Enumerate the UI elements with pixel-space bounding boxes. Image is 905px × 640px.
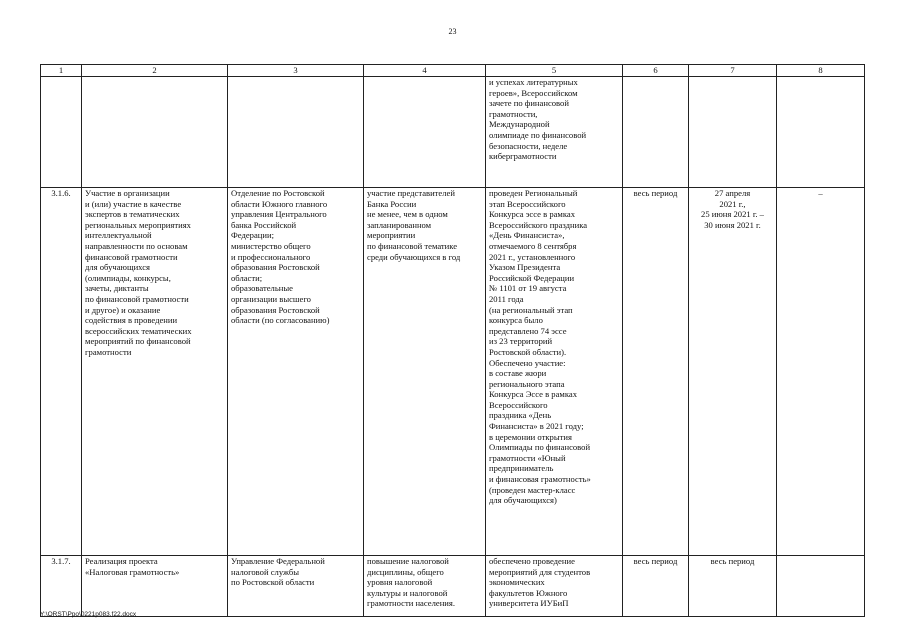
column-number-row xyxy=(41,65,865,77)
text-line: (проведен мастер-класс xyxy=(489,484,576,495)
text-line: налоговой службы xyxy=(231,566,299,577)
column-number: 3 xyxy=(228,65,364,77)
text-line: Российской Федерации xyxy=(489,272,575,283)
table-row-3-1-7 xyxy=(41,556,865,617)
activity-cell xyxy=(82,556,228,617)
text-line: дисциплины, общего xyxy=(367,566,444,577)
text-line: участие представителей xyxy=(367,188,455,198)
text-line: культуры и налоговой xyxy=(367,587,448,598)
text-line: Федерации; xyxy=(231,230,274,241)
column-number: 6 xyxy=(623,65,689,77)
text-line: региональных мероприятиях xyxy=(85,219,191,230)
text-line: содействия в проведении xyxy=(85,315,178,326)
column-number: 7 xyxy=(689,65,777,77)
text-line: этап Всероссийского xyxy=(489,198,566,209)
result-cell xyxy=(486,556,623,617)
text-line: всероссийских тематических xyxy=(85,325,192,336)
text-line: Банка России xyxy=(367,198,417,209)
empty-cell xyxy=(623,77,689,188)
text-line: направленности по основам xyxy=(85,240,188,251)
empty-cell xyxy=(364,77,486,188)
text-line: и финансовая грамотность» xyxy=(489,474,591,485)
text-line: для обучающихся) xyxy=(489,495,557,506)
text-line: университета ИУБиП xyxy=(489,598,569,609)
indicator-cell xyxy=(364,556,486,617)
text-line: мероприятий для студентов xyxy=(489,566,591,577)
text-line: № 1101 от 19 августа xyxy=(489,283,567,294)
text-line: банка Российской xyxy=(231,219,297,230)
text-line: запланированном xyxy=(367,219,432,230)
text-line: «День Финансиста», xyxy=(489,230,565,241)
text-line: Реализация проекта xyxy=(85,556,158,566)
text-line: из 23 территорий xyxy=(489,336,553,347)
text-line: по финансовой тематике xyxy=(367,240,458,251)
note-cell: – xyxy=(777,188,865,556)
text-line: факультетов Южного xyxy=(489,587,568,598)
text-line: 2021 г., установленного xyxy=(489,251,576,262)
empty-cell xyxy=(82,77,228,188)
text-line: в составе жюри xyxy=(489,368,547,379)
text-line: киберграмотности xyxy=(489,151,557,162)
text-line: грамотности «Юный xyxy=(489,452,566,463)
note-cell xyxy=(777,556,865,617)
text-line: управления Центрального xyxy=(231,209,327,220)
period-cell: весь период xyxy=(623,556,689,617)
table-row-3-1-6 xyxy=(41,188,865,556)
text-line: предприниматель xyxy=(489,463,554,474)
date-cell xyxy=(689,188,777,556)
text-line: организации высшего xyxy=(231,293,311,304)
text-line: конкурса было xyxy=(489,315,543,326)
text-line: регионального этапа xyxy=(489,378,565,389)
text-line: грамотности, xyxy=(489,108,538,119)
date-cell xyxy=(689,556,777,617)
text-line: не менее, чем в одном xyxy=(367,209,448,220)
indicator-cell xyxy=(364,188,486,556)
text-line: интеллектуальной xyxy=(85,230,152,241)
text-line: и (или) участие в качестве xyxy=(85,198,182,209)
file-path-footer: Y:\ORST\Ppo\0221p083.f22.docx xyxy=(40,611,137,618)
text-line: Конкурса эссе в рамках xyxy=(489,209,576,220)
text-line: уровня налоговой xyxy=(367,577,433,588)
text-line: Всероссийского xyxy=(489,399,548,410)
continuation-row xyxy=(41,77,865,188)
text-line: проведен Региональный xyxy=(489,188,578,198)
text-line: Участие в организации xyxy=(85,188,170,198)
text-line: финансовой грамотности xyxy=(85,251,178,262)
column-number: 2 xyxy=(82,65,228,77)
text-line: Конкурса Эссе в рамках xyxy=(489,389,578,400)
text-line: 27 апреля xyxy=(714,188,751,198)
text-line: Международной xyxy=(489,119,550,130)
text-line: в церемонии открытия xyxy=(489,431,572,442)
text-line: области Южного главного xyxy=(231,198,328,209)
text-line: грамотности населения. xyxy=(367,598,455,609)
period-cell: весь период xyxy=(623,188,689,556)
text-line: Указом Президента xyxy=(489,262,561,273)
text-line: 30 июня 2021 г. xyxy=(704,219,761,230)
text-line: Обеспечено участие: xyxy=(489,357,566,368)
text-line: министерство общего xyxy=(231,240,311,251)
item-number: 3.1.6. xyxy=(41,188,82,556)
activity-cell xyxy=(82,188,228,556)
text-line: мероприятии xyxy=(367,230,416,241)
text-line: образования Ростовской xyxy=(231,304,320,315)
text-line: отмечаемого 8 сентября xyxy=(489,240,577,251)
text-line: Финансиста» в 2021 году; xyxy=(489,421,584,432)
text-line: образования Ростовской xyxy=(231,262,320,273)
plan-table xyxy=(40,64,865,617)
text-line: среди обучающихся в год xyxy=(367,251,461,262)
result-cell xyxy=(486,77,623,188)
text-line: повышение налоговой xyxy=(367,556,449,566)
column-number: 5 xyxy=(486,65,623,77)
text-line: и успехах литературных xyxy=(489,77,578,87)
text-line: Отделение по Ростовской xyxy=(231,188,325,198)
column-number: 4 xyxy=(364,65,486,77)
empty-cell xyxy=(689,77,777,188)
empty-cell xyxy=(41,77,82,188)
column-number: 8 xyxy=(777,65,865,77)
text-line: экспертов в тематических xyxy=(85,209,180,220)
text-line: экономических xyxy=(489,577,545,588)
text-line: 2011 года xyxy=(489,293,524,304)
text-line: Ростовской области). xyxy=(489,346,567,357)
text-line: области; xyxy=(231,272,263,283)
text-line: Управление Федеральной xyxy=(231,556,325,566)
text-line: представлено 74 эссе xyxy=(489,325,567,336)
executor-cell xyxy=(228,188,364,556)
text-line: весь период xyxy=(710,556,755,566)
text-line: образовательные xyxy=(231,283,293,294)
text-line: безопасности, неделе xyxy=(489,140,568,151)
text-line: зачете по финансовой xyxy=(489,98,569,109)
text-line: 25 июня 2021 г. – xyxy=(701,209,764,220)
text-line: обеспечено проведение xyxy=(489,556,575,566)
item-number: 3.1.7. xyxy=(41,556,82,617)
text-line: зачеты, диктанты xyxy=(85,283,149,294)
empty-cell xyxy=(228,77,364,188)
text-line: (олимпиады, конкурсы, xyxy=(85,272,171,283)
text-line: по финансовой грамотности xyxy=(85,293,189,304)
text-line: праздника «День xyxy=(489,410,552,421)
text-line: и профессионального xyxy=(231,251,311,262)
executor-cell xyxy=(228,556,364,617)
text-line: олимпиаде по финансовой xyxy=(489,129,587,140)
column-number: 1 xyxy=(41,65,82,77)
empty-cell xyxy=(777,77,865,188)
page-number: 23 xyxy=(448,27,457,36)
text-line: области (по согласованию) xyxy=(231,315,330,326)
text-line: грамотности xyxy=(85,346,132,357)
text-line: «Налоговая грамотность» xyxy=(85,566,180,577)
text-line: по Ростовской области xyxy=(231,577,315,588)
text-line: Всероссийского праздника xyxy=(489,219,588,230)
text-line: для обучающихся xyxy=(85,262,150,273)
text-line: мероприятий по финансовой xyxy=(85,336,191,347)
text-line: Олимпиады по финансовой xyxy=(489,442,591,453)
text-line: (на региональный этап xyxy=(489,304,573,315)
text-line: и другое) и оказание xyxy=(85,304,161,315)
result-cell xyxy=(486,188,623,556)
text-line: героев», Всероссийском xyxy=(489,87,578,98)
text-line: 2021 г., xyxy=(719,198,746,209)
